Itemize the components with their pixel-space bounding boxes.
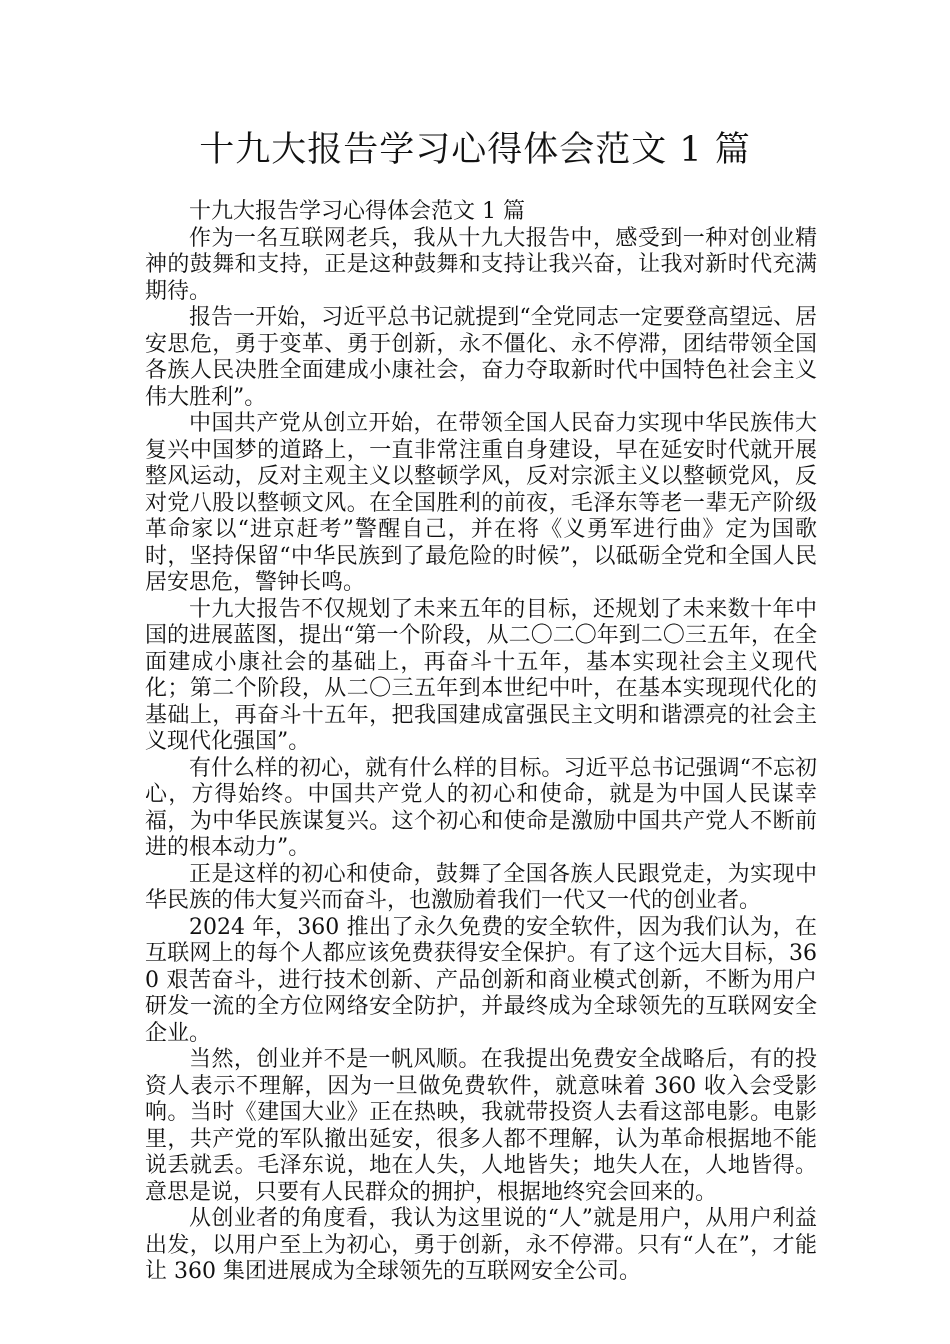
- paragraph: 当然，创业并不是一帆风顺。在我提出免费安全战略后，有的投资人表示不理解，因为一旦做免费软件，就意味着 360 收入会受影响。当时《建国大业》正在热映，我就带投资人去看这部电影。电影里，共产党的军队撤出延安，很多人都不理解，认为革命根据地不能说丢就丢。毛泽东说，地在人失，人地皆失；地失人在，人地皆得。意思是说，只要有人民群众的拥护，根据地终究会回来的。: [145, 1047, 817, 1205]
- document-title: 十九大报告学习心得体会范文 1 篇: [199, 130, 751, 170]
- paragraph: 作为一名互联网老兵，我从十九大报告中，感受到一种对创业精神的鼓舞和支持，正是这种鼓舞和支持让我兴奋，让我对新时代充满期待。: [145, 225, 817, 304]
- paragraph: 有什么样的初心，就有什么样的目标。习近平总书记强调“不忘初心，方得始终。中国共产党人的初心和使命，就是为中国人民谋幸福，为中华民族谋复兴。这个初心和使命是激励中国共产党人不断前进的根本动力”。: [145, 755, 817, 860]
- paragraph: 中国共产党从创立开始，在带领全国人民奋力实现中华民族伟大复兴中国梦的道路上，一直非常注重自身建设，早在延安时代就开展整风运动，反对主观主义以整顿学风，反对宗派主义以整顿党风，反对党八股以整顿文风。在全国胜利的前夜，毛泽东等老一辈无产阶级革命家以“进京赶考”警醒自己，并在将《义勇军进行曲》定为国歌时，坚持保留“中华民族到了最危险的时候”，以砥砺全党和全国人民居安思危，警钟长鸣。: [145, 411, 817, 595]
- paragraph: 报告一开始，习近平总书记就提到“全党同志一定要登高望远、居安思危，勇于变革、勇于创新，永不僵化、永不停滞，团结带领全国各族人民决胜全面建成小康社会，奋力夺取新时代中国特色社会主义伟大胜利”。: [145, 305, 817, 410]
- paragraph: 2024 年，360 推出了永久免费的安全软件，因为我们认为，在互联网上的每个人都应该免费获得安全保护。有了这个远大目标，360 艰苦奋斗，进行技术创新、产品创新和商业模式创新，不断为用户研发一流的全方位网络安全防护，并最终成为全球领先的互联网安全企业。: [145, 914, 817, 1046]
- paragraph: 正是这样的初心和使命，鼓舞了全国各族人民跟党走，为实现中华民族的伟大复兴而奋斗，也激励着我们一代又一代的创业者。: [145, 861, 817, 913]
- document-body: [145, 199, 817, 1286]
- paragraph-subtitle: 十九大报告学习心得体会范文 1 篇: [189, 199, 525, 224]
- paragraph: 从创业者的角度看，我认为这里说的“人”就是用户，从用户利益出发，以用户至上为初心，勇于创新，永不停滞。只有“人在”，才能让 360 集团进展成为全球领先的互联网安全公司。: [145, 1206, 817, 1284]
- paragraph: 十九大报告不仅规划了未来五年的目标，还规划了未来数十年中国的进展蓝图，提出“第一个阶段，从二〇二〇年到二〇三五年，在全面建成小康社会的基础上，再奋斗十五年，基本实现社会主义现代化；第二个阶段，从二〇三五年到本世纪中叶，在基本实现现代化的基础上，再奋斗十五年，把我国建成富强民主文明和谐漂亮的社会主义现代化强国”。: [145, 596, 817, 754]
